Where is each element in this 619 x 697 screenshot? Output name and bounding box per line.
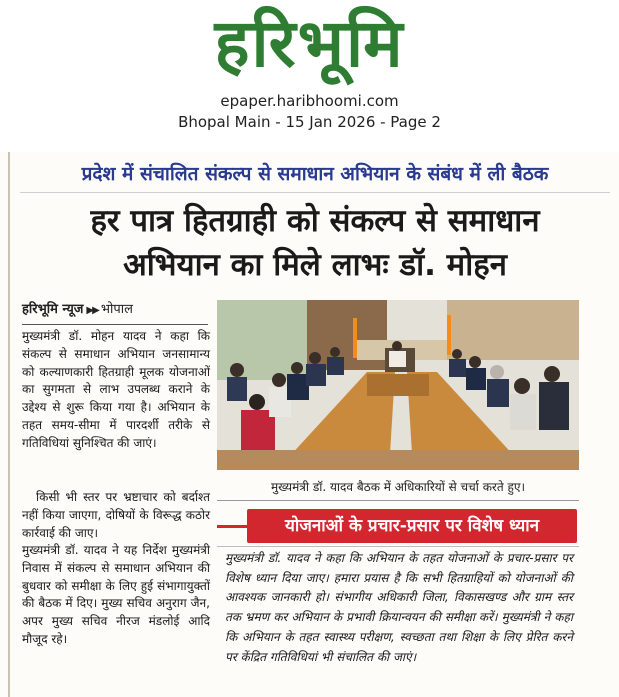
meeting-photo-illustration xyxy=(217,300,579,470)
haribhoomi-logo[interactable]: हरिभूमि xyxy=(214,5,405,82)
sidebar-box xyxy=(217,546,579,691)
article-kicker: प्रदेश में संचालित संकल्प से समाधान अभियान के संबंध में ली बैठक xyxy=(81,163,549,185)
meeting-photo xyxy=(217,300,579,470)
edition-line xyxy=(0,113,619,131)
sidebar-box-text: मुख्यमंत्री डॉ. यादव ने कहा कि अभियान के तहत योजनाओं के प्रचार-प्रसार पर विशेष ध्यान दिया जाए। हमारा प्रयास है कि सभी हितग्राहियों को योजनाओं की आवश्यक जानकारी हो। संभागीय अधिकारी जिला, विकासखण्ड और ग्राम स्तर तक भ्रमण कर अभियान के प्रभावी क्रियान्वयन की समीक्षा करें। मुख्यमंत्री ने कहा कि अभियान के तहत स्वास्थ्य परीक्षण, स्वच्छता तथा शिक्षा के लिए प्रेरित करने पर केंद्रित गतिविधियां भी संचालित की जाएं। xyxy=(225,551,573,664)
site-url[interactable]: epaper.haribhoomi.com xyxy=(220,92,399,110)
byline-divider xyxy=(22,324,208,325)
news-clipping xyxy=(0,152,619,697)
article-paragraph-1: मुख्यमंत्री डॉ. मोहन यादव ने कहा कि संकल्प से समाधान अभियान जनसामान्य को कल्याणकारी हितग्राही मूलक योजनाओं का सुगमता से लाभ उपलब्ध कराने के उद्देश्य से शुरू किया गया है। अभियान के तहत समय-सीमा में पारदर्शी तरीके से गतिविधियां सुनिश्चित की जाएं। xyxy=(22,329,210,450)
masthead xyxy=(0,0,619,140)
column-rule xyxy=(8,152,10,697)
byline-city: भोपाल xyxy=(100,302,133,317)
headline-line-1: हर पात्र हितग्राही को संकल्प से समाधान xyxy=(90,203,540,239)
kicker-divider xyxy=(20,192,610,193)
subhead-accent-bar xyxy=(217,525,247,528)
article-paragraph-2: किसी भी स्तर पर भ्रष्टाचार को बर्दाश्त नहीं किया जाएगा, दोषियों के विरूद्ध कठोर कार्रवाई की जाए। xyxy=(22,490,210,540)
sidebar-subhead: योजनाओं के प्रचार-प्रसार पर विशेष ध्यान xyxy=(247,509,577,543)
byline-arrows-icon: ▶▶ xyxy=(86,305,98,316)
caption-divider xyxy=(217,500,579,501)
photo-caption: मुख्यमंत्री डॉ. यादव बैठक में अधिकारियों से चर्चा करते हुए। xyxy=(270,480,526,494)
headline-line-2: अभियान का मिले लाभः डॉ. मोहन xyxy=(123,247,507,283)
byline xyxy=(22,298,208,322)
edition-text: Bhopal Main - 15 Jan 2026 - Page 2 xyxy=(178,113,441,131)
article-paragraph-3: मुख्यमंत्री डॉ. यादव ने यह निर्देश मुख्यमंत्री निवास में संकल्प से समाधान अभियान की बुधवार को समीक्षा के लिए हुई संभागायुक्तों की बैठक में दिए। मुख्य सचिव अनुराग जैन, अपर मुख्य सचिव नीरज मंडलोई आदि मौजूद रहे। xyxy=(22,543,210,646)
byline-brand: हरिभूमि न्यूज xyxy=(22,302,84,317)
